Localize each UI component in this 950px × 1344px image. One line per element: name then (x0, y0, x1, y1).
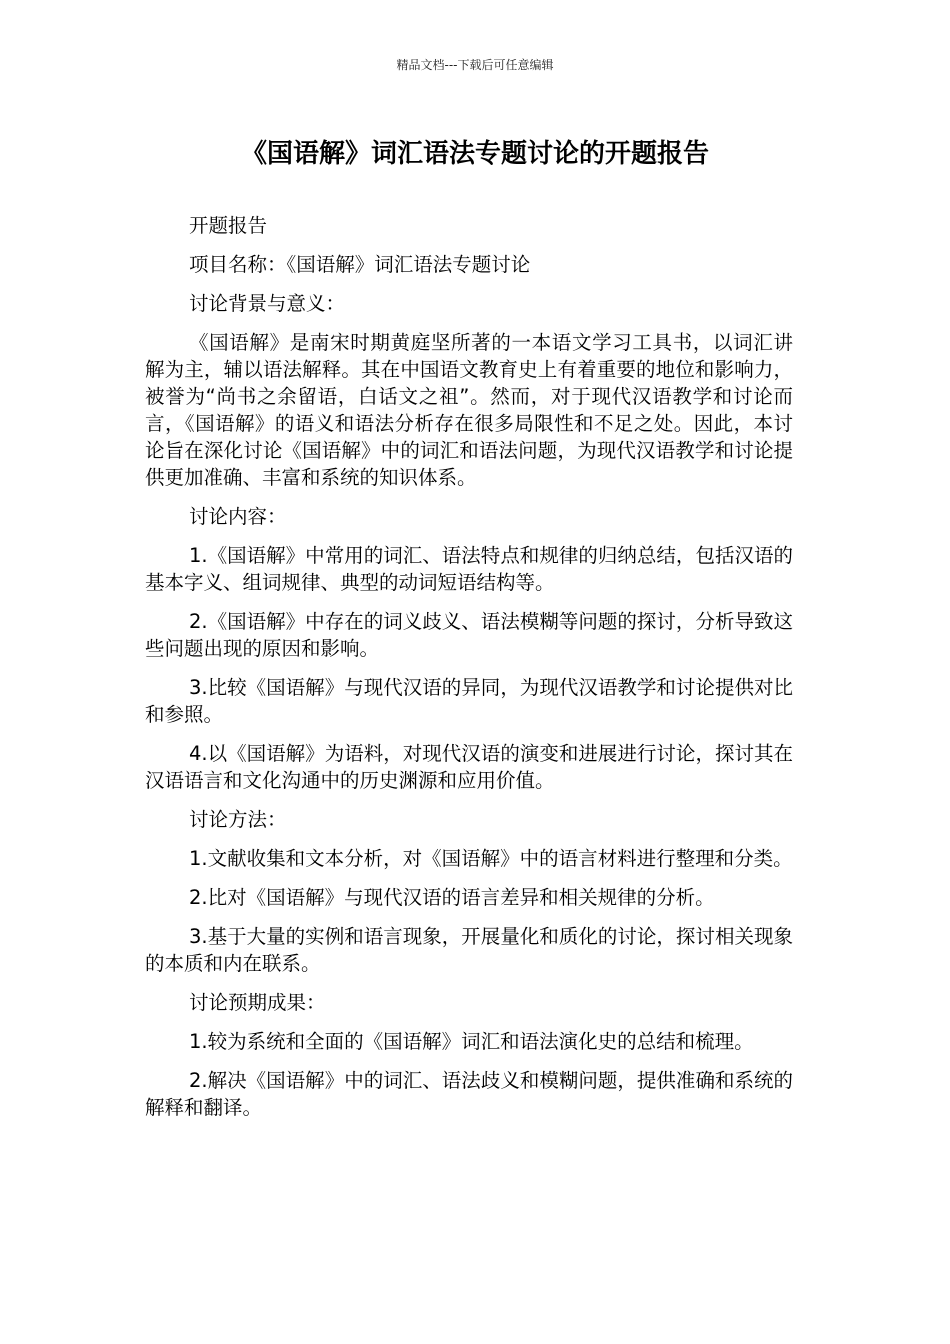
paragraph-content-3: 3.比较《国语解》与现代汉语的异同，为现代汉语教学和讨论提供对比和参照。 (145, 676, 793, 726)
heading-outcomes: 讨论预期成果： (189, 991, 326, 1014)
paragraph-report-label: 开题报告 (189, 214, 268, 237)
paragraph-method-1: 1.文献收集和文本分析，对《国语解》中的语言材料进行整理和分类。 (189, 847, 793, 870)
paragraph-project-name: 项目名称：《国语解》词汇语法专题讨论 (189, 253, 531, 276)
paragraph-background: 《国语解》是南宋时期黄庭坚所著的一本语文学习工具书，以词汇讲解为主，辅以语法解释。其在中国语文教育史上有着重要的地位和影响力，被誉为“尚书之余留语，白话文之祖”。然而，对于现代汉语教学和讨论而言，《国语解》的语义和语法分析存在很多局限性和不足之处。因此，本讨论旨在深化讨论《国语解》中的词汇和语法问题，为现代汉语教学和讨论提供更加准确、丰富和系统的知识体系。 (145, 331, 793, 489)
paragraph-method-3: 3.基于大量的实例和语言现象，开展量化和质化的讨论，探讨相关现象的本质和内在联系。 (145, 925, 793, 975)
paragraph-outcome-1: 1.较为系统和全面的《国语解》词汇和语法演化史的总结和梳理。 (189, 1030, 754, 1053)
paragraph-method-2: 2.比对《国语解》与现代汉语的语言差异和相关规律的分析。 (189, 886, 715, 909)
heading-methods: 讨论方法： (189, 808, 287, 831)
heading-background: 讨论背景与意义： (189, 292, 346, 315)
header-note: 精品文档---下载后可任意编辑 (396, 58, 554, 72)
heading-content: 讨论内容： (189, 505, 287, 528)
document-title: 《国语解》词汇语法专题讨论的开题报告 (240, 139, 709, 169)
paragraph-content-1: 1.《国语解》中常用的词汇、语法特点和规律的归纳总结，包括汉语的基本字义、组词规律、典型的动词短语结构等。 (145, 544, 793, 594)
document-body (145, 212, 793, 1133)
paragraph-content-4: 4.以《国语解》为语料，对现代汉语的演变和进展进行讨论，探讨其在汉语语言和文化沟通中的历史渊源和应用价值。 (145, 742, 793, 792)
paragraph-outcome-2: 2.解决《国语解》中的词汇、语法歧义和模糊问题，提供准确和系统的解释和翻译。 (145, 1069, 793, 1119)
paragraph-content-2: 2.《国语解》中存在的词义歧义、语法模糊等问题的探讨，分析导致这些问题出现的原因和影响。 (145, 610, 793, 660)
